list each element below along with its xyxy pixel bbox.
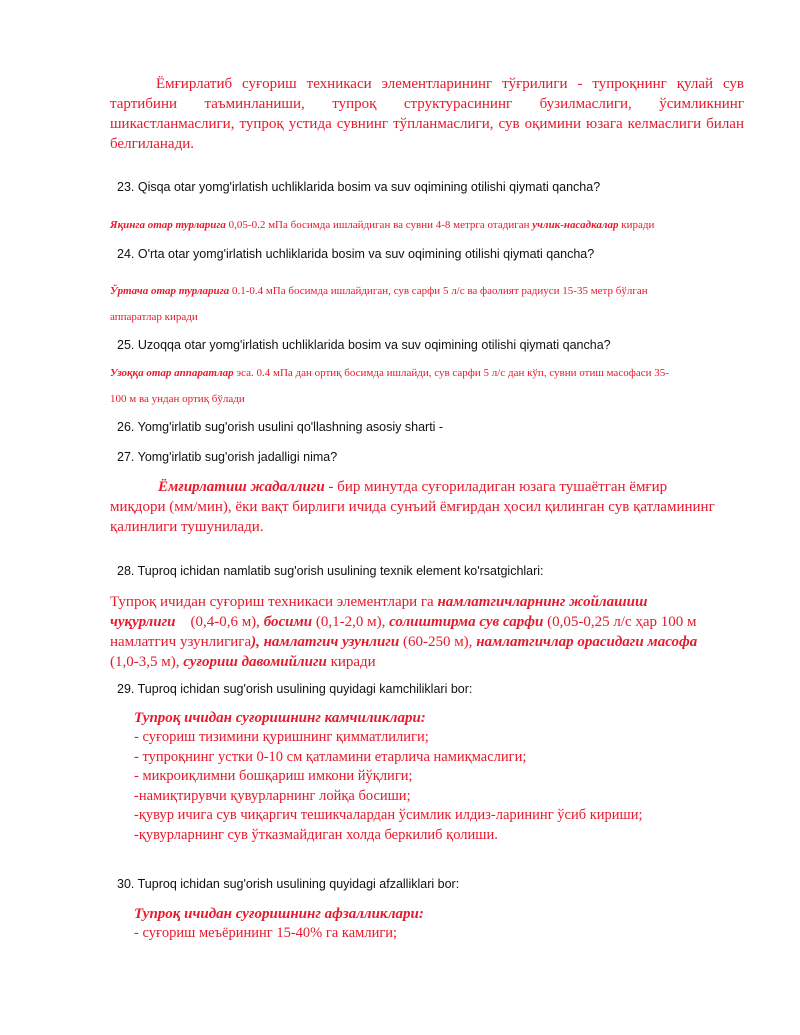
answer-24-line2: аппаратлар киради: [110, 311, 198, 323]
question-23: 23. Qisqa otar yomg'irlatish uchliklarida bosim va suv oqimining otilishi qiymati qancha?: [117, 180, 601, 194]
answer-25-line2: 100 м ва ундан ортиқ бўлади: [110, 393, 245, 405]
answer-24: [110, 278, 740, 330]
list-item: - суғориш тизимини қуришнинг қимматлилиги;: [134, 729, 429, 745]
answer-28-l2-term3: солиштирма сув сарфи: [389, 614, 544, 630]
intro-paragraph: [110, 74, 744, 154]
answer-28-l4: (1,0-3,5 м),: [110, 654, 184, 670]
answer-28-l1: Тупроқ ичидан суғориш техникаси элементлари га: [110, 594, 438, 610]
answer-28-l1-term: намлатгичларнинг жойлашиш: [437, 594, 648, 610]
answer-28-l2-term: чуқурлиги: [110, 614, 176, 630]
answer-28-l2-term2: босими: [263, 614, 313, 630]
answer-25-term: Узоққа отар аппаратлар: [110, 367, 234, 379]
answer-23-term2: учлик-насадкалар: [532, 219, 619, 231]
question-28: 28. Tuproq ichidan namlatib sug'orish usulining texnik element ko'rsatgichlari:: [117, 564, 544, 578]
answer-27-line3: қалинлиги тушунилади.: [110, 519, 264, 535]
answer-30-title: Тупроқ ичидан суғоришнинг афзалликлари:: [134, 906, 424, 922]
answer-28-l2: (0,4-0,6 м),: [175, 614, 264, 630]
question-26: 26. Yomg'irlatib sug'orish usulini qo'llashning asosiy sharti -: [117, 420, 444, 434]
answer-25: [110, 360, 740, 412]
answer-27-line2: миқдори (мм/мин), ёки вақт бирлиги ичида сунъий ёмғирдан ҳосил қилинган сув қатламининг: [110, 499, 715, 515]
intro-text: Ёмғирлатиб суғориш техникаси элементларининг тўғрилиги - тупроқнинг қулай сув тартибини таъминланиши, тупроқ структурасининг бузилмаслиги, ўсимликнинг шикастланмаслиги, тупроқ устида сувнинг тўпланмаслиги, сув оқимини юзага келмаслиги билан белгиланади.: [110, 76, 744, 152]
answer-29-title: Тупроқ ичидан суғоришнинг камчиликлари:: [134, 710, 426, 726]
answer-28-l2c: (0,05-0,25 л/с ҳар 100 м: [543, 614, 697, 630]
list-item: -намиқтирувчи қувурларнинг лойқа босиши;: [134, 787, 411, 804]
answer-24-term: Ўртача отар турларига: [110, 285, 230, 297]
question-24: 24. O'rta otar yomg'irlatish uchliklarida bosim va suv oqimining otilishi qiymati qancha?: [117, 247, 595, 261]
answer-28-l2b: (0,1-2,0 м),: [312, 614, 390, 630]
answer-28-l4b: киради: [326, 654, 376, 670]
answer-28: [110, 592, 744, 672]
answer-28-l3: намлатгич узунлигига: [110, 634, 252, 650]
answer-25-line1: эса. 0.4 мПа дан ортиқ босимда ишлайди, сув сарфи 5 л/с дан кўп, сувни отиш масофаси 35-: [233, 367, 669, 379]
answer-23-text: 0,05-0.2 мПа босимда ишлайдиган ва сувни 4-8 метрга отадиган: [225, 219, 533, 231]
question-27: 27. Yomg'irlatib sug'orish jadalligi nima?: [117, 450, 338, 464]
answer-23: [110, 212, 740, 238]
answer-23-tail: киради: [618, 219, 655, 231]
answer-28-l3-term2: намлатгичлар орасидаги масофа: [476, 634, 698, 650]
answer-30: [134, 905, 744, 944]
answer-27: [110, 477, 744, 537]
answer-29: [134, 709, 744, 845]
question-25: 25. Uzoqqa otar yomg'irlatish uchliklarida bosim va suv oqimining otilishi qiymati qancha?: [117, 338, 611, 352]
list-item: - микроиқлимни бошқариш имкони йўқлиги;: [134, 768, 413, 784]
question-30: 30. Tuproq ichidan sug'orish usulining quyidagi afzalliklari bor:: [117, 877, 460, 891]
answer-28-l3b: (60-250 м),: [399, 634, 477, 650]
list-item: -қувурларнинг сув ўтказмайдиган холда беркилиб қолиши.: [134, 826, 498, 843]
answer-23-term: Яқинга отар турларига: [110, 219, 226, 231]
answer-28-l3-term: ), намлатгич узунлиги: [251, 634, 400, 650]
answer-24-line1: 0.1-0.4 мПа босимда ишлайдиган, сув сарфи 5 л/с ва фаолият радиуси 15-35 метр бўлган: [229, 285, 648, 297]
answer-27-term: Ёмғирлатиш жадаллиги: [158, 479, 325, 495]
question-29: 29. Tuproq ichidan sug'orish usulining quyidagi kamchiliklari bor:: [117, 682, 473, 696]
answer-27-line1: - бир минутда суғориладиган юзага тушаётган ёмғир: [324, 479, 668, 495]
list-item: - суғориш меъёрининг 15-40% га камлиги;: [134, 925, 398, 941]
list-item: -қувур ичига сув чиқаргич тешикчалардан ўсимлик илдиз-ларининг ўсиб кириши;: [134, 807, 643, 823]
answer-28-l4-term: суғориш давомийлиги: [183, 654, 327, 670]
list-item: - тупроқнинг устки 0-10 см қатламини етарлича намиқмаслиги;: [134, 748, 527, 765]
